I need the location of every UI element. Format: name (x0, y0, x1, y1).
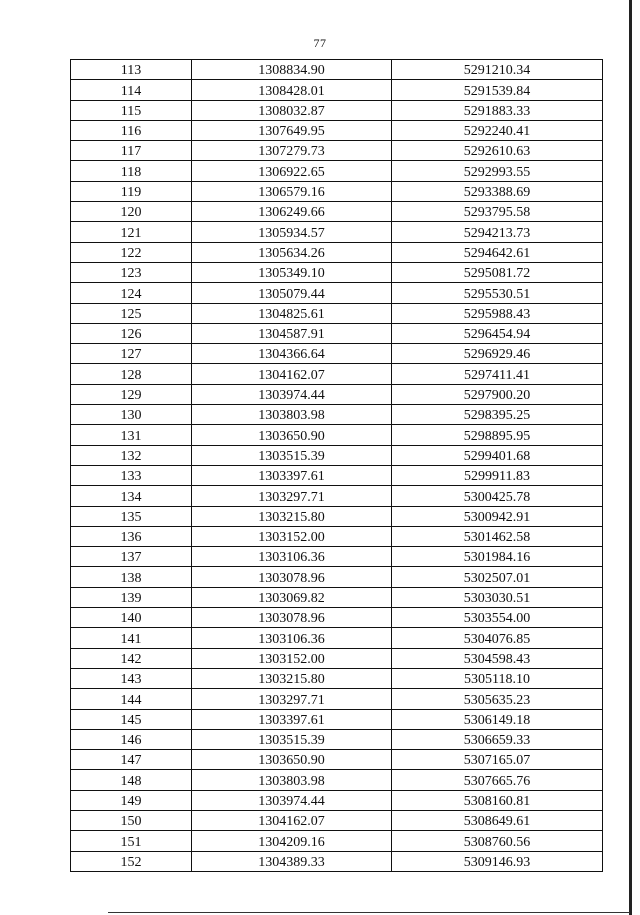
x-coordinate-cell: 1303106.36 (192, 547, 392, 567)
x-coordinate-cell: 1303215.80 (192, 506, 392, 526)
x-coordinate-cell: 1303069.82 (192, 587, 392, 607)
x-coordinate-cell: 1303215.80 (192, 668, 392, 688)
x-coordinate-cell: 1308428.01 (192, 80, 392, 100)
y-coordinate-cell: 5308160.81 (392, 790, 603, 810)
page-number: 77 (313, 36, 327, 50)
y-coordinate-cell: 5291539.84 (392, 80, 603, 100)
y-coordinate-cell: 5295988.43 (392, 303, 603, 323)
point-number-cell: 113 (71, 60, 192, 80)
table-row (71, 810, 603, 830)
table-row (71, 242, 603, 262)
point-number-cell: 115 (71, 100, 192, 120)
x-coordinate-cell: 1303397.61 (192, 465, 392, 485)
x-coordinate-cell: 1304366.64 (192, 344, 392, 364)
x-coordinate-cell: 1305349.10 (192, 262, 392, 282)
y-coordinate-cell: 5303554.00 (392, 608, 603, 628)
table-row (71, 831, 603, 851)
x-coordinate-cell: 1307649.95 (192, 120, 392, 140)
x-coordinate-cell: 1306249.66 (192, 202, 392, 222)
y-coordinate-cell: 5305635.23 (392, 689, 603, 709)
table-row (71, 506, 603, 526)
point-number-cell: 135 (71, 506, 192, 526)
point-number-cell: 148 (71, 770, 192, 790)
x-coordinate-cell: 1308834.90 (192, 60, 392, 80)
table-row (71, 181, 603, 201)
y-coordinate-cell: 5301984.16 (392, 547, 603, 567)
y-coordinate-cell: 5300942.91 (392, 506, 603, 526)
x-coordinate-cell: 1303515.39 (192, 445, 392, 465)
y-coordinate-cell: 5306149.18 (392, 709, 603, 729)
y-coordinate-cell: 5308760.56 (392, 831, 603, 851)
x-coordinate-cell: 1304389.33 (192, 851, 392, 871)
point-number-cell: 144 (71, 689, 192, 709)
x-coordinate-cell: 1303078.96 (192, 567, 392, 587)
x-coordinate-cell: 1303974.44 (192, 384, 392, 404)
table-row (71, 608, 603, 628)
table-row (71, 344, 603, 364)
y-coordinate-cell: 5292610.63 (392, 141, 603, 161)
point-number-cell: 146 (71, 729, 192, 749)
point-number-cell: 119 (71, 181, 192, 201)
x-coordinate-cell: 1305079.44 (192, 283, 392, 303)
table-row (71, 668, 603, 688)
y-coordinate-cell: 5294213.73 (392, 222, 603, 242)
table-row (71, 526, 603, 546)
table-row (71, 445, 603, 465)
x-coordinate-cell: 1303152.00 (192, 648, 392, 668)
y-coordinate-cell: 5298895.95 (392, 425, 603, 445)
table-row (71, 567, 603, 587)
x-coordinate-cell: 1303974.44 (192, 790, 392, 810)
page-bottom-rule (108, 912, 630, 913)
x-coordinate-cell: 1303397.61 (192, 709, 392, 729)
point-number-cell: 121 (71, 222, 192, 242)
x-coordinate-cell: 1303297.71 (192, 486, 392, 506)
table-row (71, 405, 603, 425)
point-number-cell: 118 (71, 161, 192, 181)
point-number-cell: 127 (71, 344, 192, 364)
point-number-cell: 141 (71, 628, 192, 648)
y-coordinate-cell: 5304076.85 (392, 628, 603, 648)
point-number-cell: 114 (71, 80, 192, 100)
point-number-cell: 142 (71, 648, 192, 668)
table-row (71, 628, 603, 648)
coordinates-table (70, 59, 603, 872)
y-coordinate-cell: 5301462.58 (392, 526, 603, 546)
table-row (71, 100, 603, 120)
point-number-cell: 124 (71, 283, 192, 303)
table-row (71, 547, 603, 567)
point-number-cell: 145 (71, 709, 192, 729)
table-row (71, 161, 603, 181)
y-coordinate-cell: 5303030.51 (392, 587, 603, 607)
y-coordinate-cell: 5309146.93 (392, 851, 603, 871)
x-coordinate-cell: 1304587.91 (192, 323, 392, 343)
point-number-cell: 143 (71, 668, 192, 688)
table-row (71, 384, 603, 404)
x-coordinate-cell: 1307279.73 (192, 141, 392, 161)
table-row (71, 465, 603, 485)
point-number-cell: 150 (71, 810, 192, 830)
y-coordinate-cell: 5307165.07 (392, 750, 603, 770)
y-coordinate-cell: 5300425.78 (392, 486, 603, 506)
point-number-cell: 120 (71, 202, 192, 222)
point-number-cell: 149 (71, 790, 192, 810)
point-number-cell: 138 (71, 567, 192, 587)
point-number-cell: 133 (71, 465, 192, 485)
x-coordinate-cell: 1308032.87 (192, 100, 392, 120)
y-coordinate-cell: 5298395.25 (392, 405, 603, 425)
table-row (71, 648, 603, 668)
point-number-cell: 131 (71, 425, 192, 445)
point-number-cell: 136 (71, 526, 192, 546)
y-coordinate-cell: 5291210.34 (392, 60, 603, 80)
table-row (71, 120, 603, 140)
x-coordinate-cell: 1304162.07 (192, 810, 392, 830)
x-coordinate-cell: 1303297.71 (192, 689, 392, 709)
table-row (71, 587, 603, 607)
table-row (71, 364, 603, 384)
table-row (71, 60, 603, 80)
y-coordinate-cell: 5293388.69 (392, 181, 603, 201)
y-coordinate-cell: 5307665.76 (392, 770, 603, 790)
x-coordinate-cell: 1303803.98 (192, 770, 392, 790)
x-coordinate-cell: 1303152.00 (192, 526, 392, 546)
table-row (71, 222, 603, 242)
y-coordinate-cell: 5295530.51 (392, 283, 603, 303)
y-coordinate-cell: 5296929.46 (392, 344, 603, 364)
y-coordinate-cell: 5297900.20 (392, 384, 603, 404)
x-coordinate-cell: 1303803.98 (192, 405, 392, 425)
point-number-cell: 137 (71, 547, 192, 567)
x-coordinate-cell: 1303515.39 (192, 729, 392, 749)
x-coordinate-cell: 1304825.61 (192, 303, 392, 323)
table-row (71, 790, 603, 810)
y-coordinate-cell: 5291883.33 (392, 100, 603, 120)
x-coordinate-cell: 1303106.36 (192, 628, 392, 648)
x-coordinate-cell: 1306922.65 (192, 161, 392, 181)
point-number-cell: 134 (71, 486, 192, 506)
point-number-cell: 152 (71, 851, 192, 871)
table-row (71, 303, 603, 323)
coordinates-table-body (71, 60, 603, 872)
x-coordinate-cell: 1304162.07 (192, 364, 392, 384)
point-number-cell: 126 (71, 323, 192, 343)
table-row (71, 689, 603, 709)
point-number-cell: 140 (71, 608, 192, 628)
point-number-cell: 117 (71, 141, 192, 161)
table-row (71, 750, 603, 770)
table-row (71, 486, 603, 506)
table-row (71, 851, 603, 871)
point-number-cell: 139 (71, 587, 192, 607)
table-row (71, 323, 603, 343)
x-coordinate-cell: 1305934.57 (192, 222, 392, 242)
x-coordinate-cell: 1306579.16 (192, 181, 392, 201)
y-coordinate-cell: 5304598.43 (392, 648, 603, 668)
table-row (71, 770, 603, 790)
table-row (71, 729, 603, 749)
table-row (71, 709, 603, 729)
y-coordinate-cell: 5299401.68 (392, 445, 603, 465)
y-coordinate-cell: 5292993.55 (392, 161, 603, 181)
x-coordinate-cell: 1303650.90 (192, 750, 392, 770)
point-number-cell: 122 (71, 242, 192, 262)
x-coordinate-cell: 1303650.90 (192, 425, 392, 445)
point-number-cell: 151 (71, 831, 192, 851)
y-coordinate-cell: 5293795.58 (392, 202, 603, 222)
point-number-cell: 132 (71, 445, 192, 465)
table-row (71, 425, 603, 445)
point-number-cell: 128 (71, 364, 192, 384)
point-number-cell: 130 (71, 405, 192, 425)
y-coordinate-cell: 5297411.41 (392, 364, 603, 384)
y-coordinate-cell: 5296454.94 (392, 323, 603, 343)
x-coordinate-cell: 1304209.16 (192, 831, 392, 851)
y-coordinate-cell: 5299911.83 (392, 465, 603, 485)
y-coordinate-cell: 5308649.61 (392, 810, 603, 830)
table-row (71, 283, 603, 303)
point-number-cell: 147 (71, 750, 192, 770)
point-number-cell: 123 (71, 262, 192, 282)
x-coordinate-cell: 1305634.26 (192, 242, 392, 262)
point-number-cell: 125 (71, 303, 192, 323)
table-row (71, 262, 603, 282)
point-number-cell: 129 (71, 384, 192, 404)
point-number-cell: 116 (71, 120, 192, 140)
y-coordinate-cell: 5306659.33 (392, 729, 603, 749)
page-edge-line (629, 0, 632, 915)
y-coordinate-cell: 5292240.41 (392, 120, 603, 140)
y-coordinate-cell: 5302507.01 (392, 567, 603, 587)
table-row (71, 141, 603, 161)
table-row (71, 202, 603, 222)
table-row (71, 80, 603, 100)
y-coordinate-cell: 5295081.72 (392, 262, 603, 282)
x-coordinate-cell: 1303078.96 (192, 608, 392, 628)
y-coordinate-cell: 5294642.61 (392, 242, 603, 262)
y-coordinate-cell: 5305118.10 (392, 668, 603, 688)
